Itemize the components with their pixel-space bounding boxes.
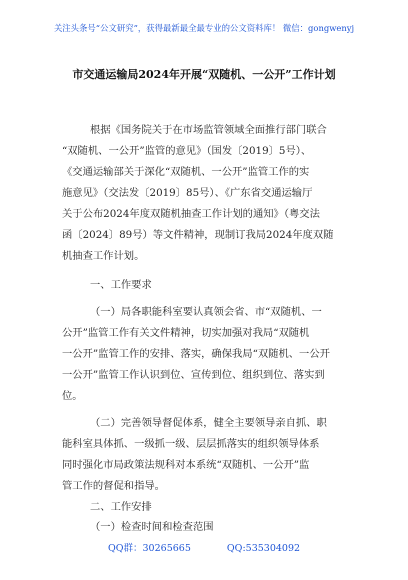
body-line: 关于公布2024年度双随机抽查工作计划的通知》（粤交法 bbox=[62, 208, 320, 220]
body-line: 机抽查工作计划。 bbox=[62, 250, 145, 262]
section-heading: 一、工作要求 bbox=[90, 279, 152, 291]
body-line: “双随机、一公开”监管的意见》（国发〔2019〕5号）、 bbox=[62, 145, 312, 157]
body-line: 公开”监管工作有关文件精神，切实加强对我局“双随机 bbox=[62, 327, 310, 339]
qq-contact-number: QQ:535304092 bbox=[226, 543, 301, 554]
body-line: 施意见》（交法发〔2019〕85号）、《广东省交通运输厅 bbox=[62, 187, 313, 199]
body-line: 管工作的督促和指导。 bbox=[62, 480, 165, 492]
body-line: 一公开”监管工作认识到位、宣传到位、组织到位、落实到 bbox=[62, 369, 325, 381]
document-title: 市交通运输局2024年开展“双随机、一公开”工作计划 bbox=[72, 68, 336, 81]
subsection-heading: （一）检查时间和检查范围 bbox=[90, 521, 214, 533]
promo-header: 关注头条号“公文研究”，获得最新最全最专业的公文资料库！ 微信：gongwenyj bbox=[53, 23, 355, 33]
body-line: （二）完善领导督促体系，健全主要领导亲自抓、职 bbox=[90, 417, 327, 429]
body-line: 一公开”监管工作的安排、落实，确保我局“双随机、一公开 bbox=[62, 348, 330, 360]
body-line: 函〔2024〕89号）等文件精神，现制订我局2024年度双随 bbox=[62, 229, 334, 241]
body-line: （一）局各职能科室要认真领会省、市“双随机、一 bbox=[90, 306, 322, 318]
body-line: 位。 bbox=[62, 390, 83, 402]
body-line: 能科室具体抓、一级抓一级、层层抓落实的组织领导体系 bbox=[62, 438, 320, 450]
body-line: 根据《国务院关于在市场监管领域全面推行部门联合 bbox=[90, 124, 327, 136]
contact-footer bbox=[0, 540, 408, 554]
section-heading: 二、工作安排 bbox=[90, 501, 152, 513]
qq-group-number: QQ群：30265665 bbox=[107, 543, 191, 554]
body-line: 同时强化市局政策法规科对本系统“双随机、一公开”监 bbox=[62, 459, 310, 471]
body-line: 《交通运输部关于深化“双随机、一公开”监管工作的实 bbox=[62, 166, 310, 178]
